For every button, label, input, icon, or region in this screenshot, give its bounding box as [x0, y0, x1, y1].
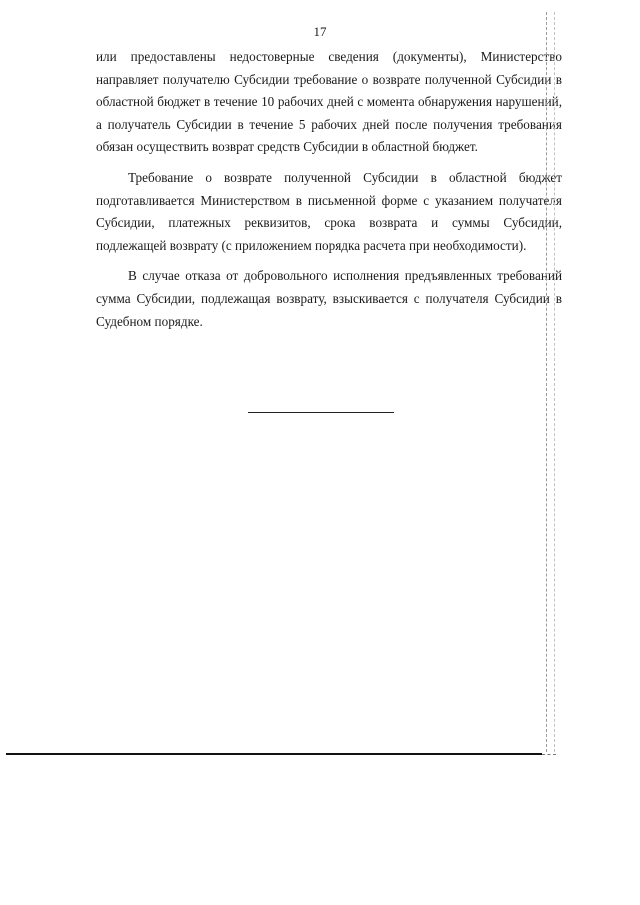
- body-text: [96, 46, 562, 341]
- end-of-text-rule: [248, 412, 394, 413]
- scan-edge-line-secondary: [554, 12, 555, 752]
- page-number: 17: [313, 24, 327, 39]
- paragraph-continuation: или предоставлены недостоверные сведения (документы), Министерство направляет получателю Субсидии требование о возврате полученной Субсидии в областной бюджет в течение 10 рабочих дней с момента обнаружения нарушений, а получатель Субсидии в течение 5 рабочих дней после получения требования обязан осуществить возврат средств Субсидии в областной бюджет.: [96, 49, 562, 155]
- scan-edge-line: [546, 12, 547, 752]
- paragraph-court-recovery: В случае отказа от добровольного исполнения предъявленных требований сумма Субсидии, подлежащая возврату, взыскивается с получателя Субсидии в Судебном порядке.: [96, 268, 562, 329]
- paragraph-refund-requirement: Требование о возврате полученной Субсидии в областной бюджет подготавливается Министерством в письменной форме с указанием получателя Субсидии, платежных реквизитов, срока возврата и суммы Субсидии, подлежащей возврату (с приложением порядка расчета при необходимости).: [96, 169, 562, 253]
- bottom-scan-rule-tail: [542, 754, 556, 755]
- bottom-scan-rule: [6, 753, 542, 755]
